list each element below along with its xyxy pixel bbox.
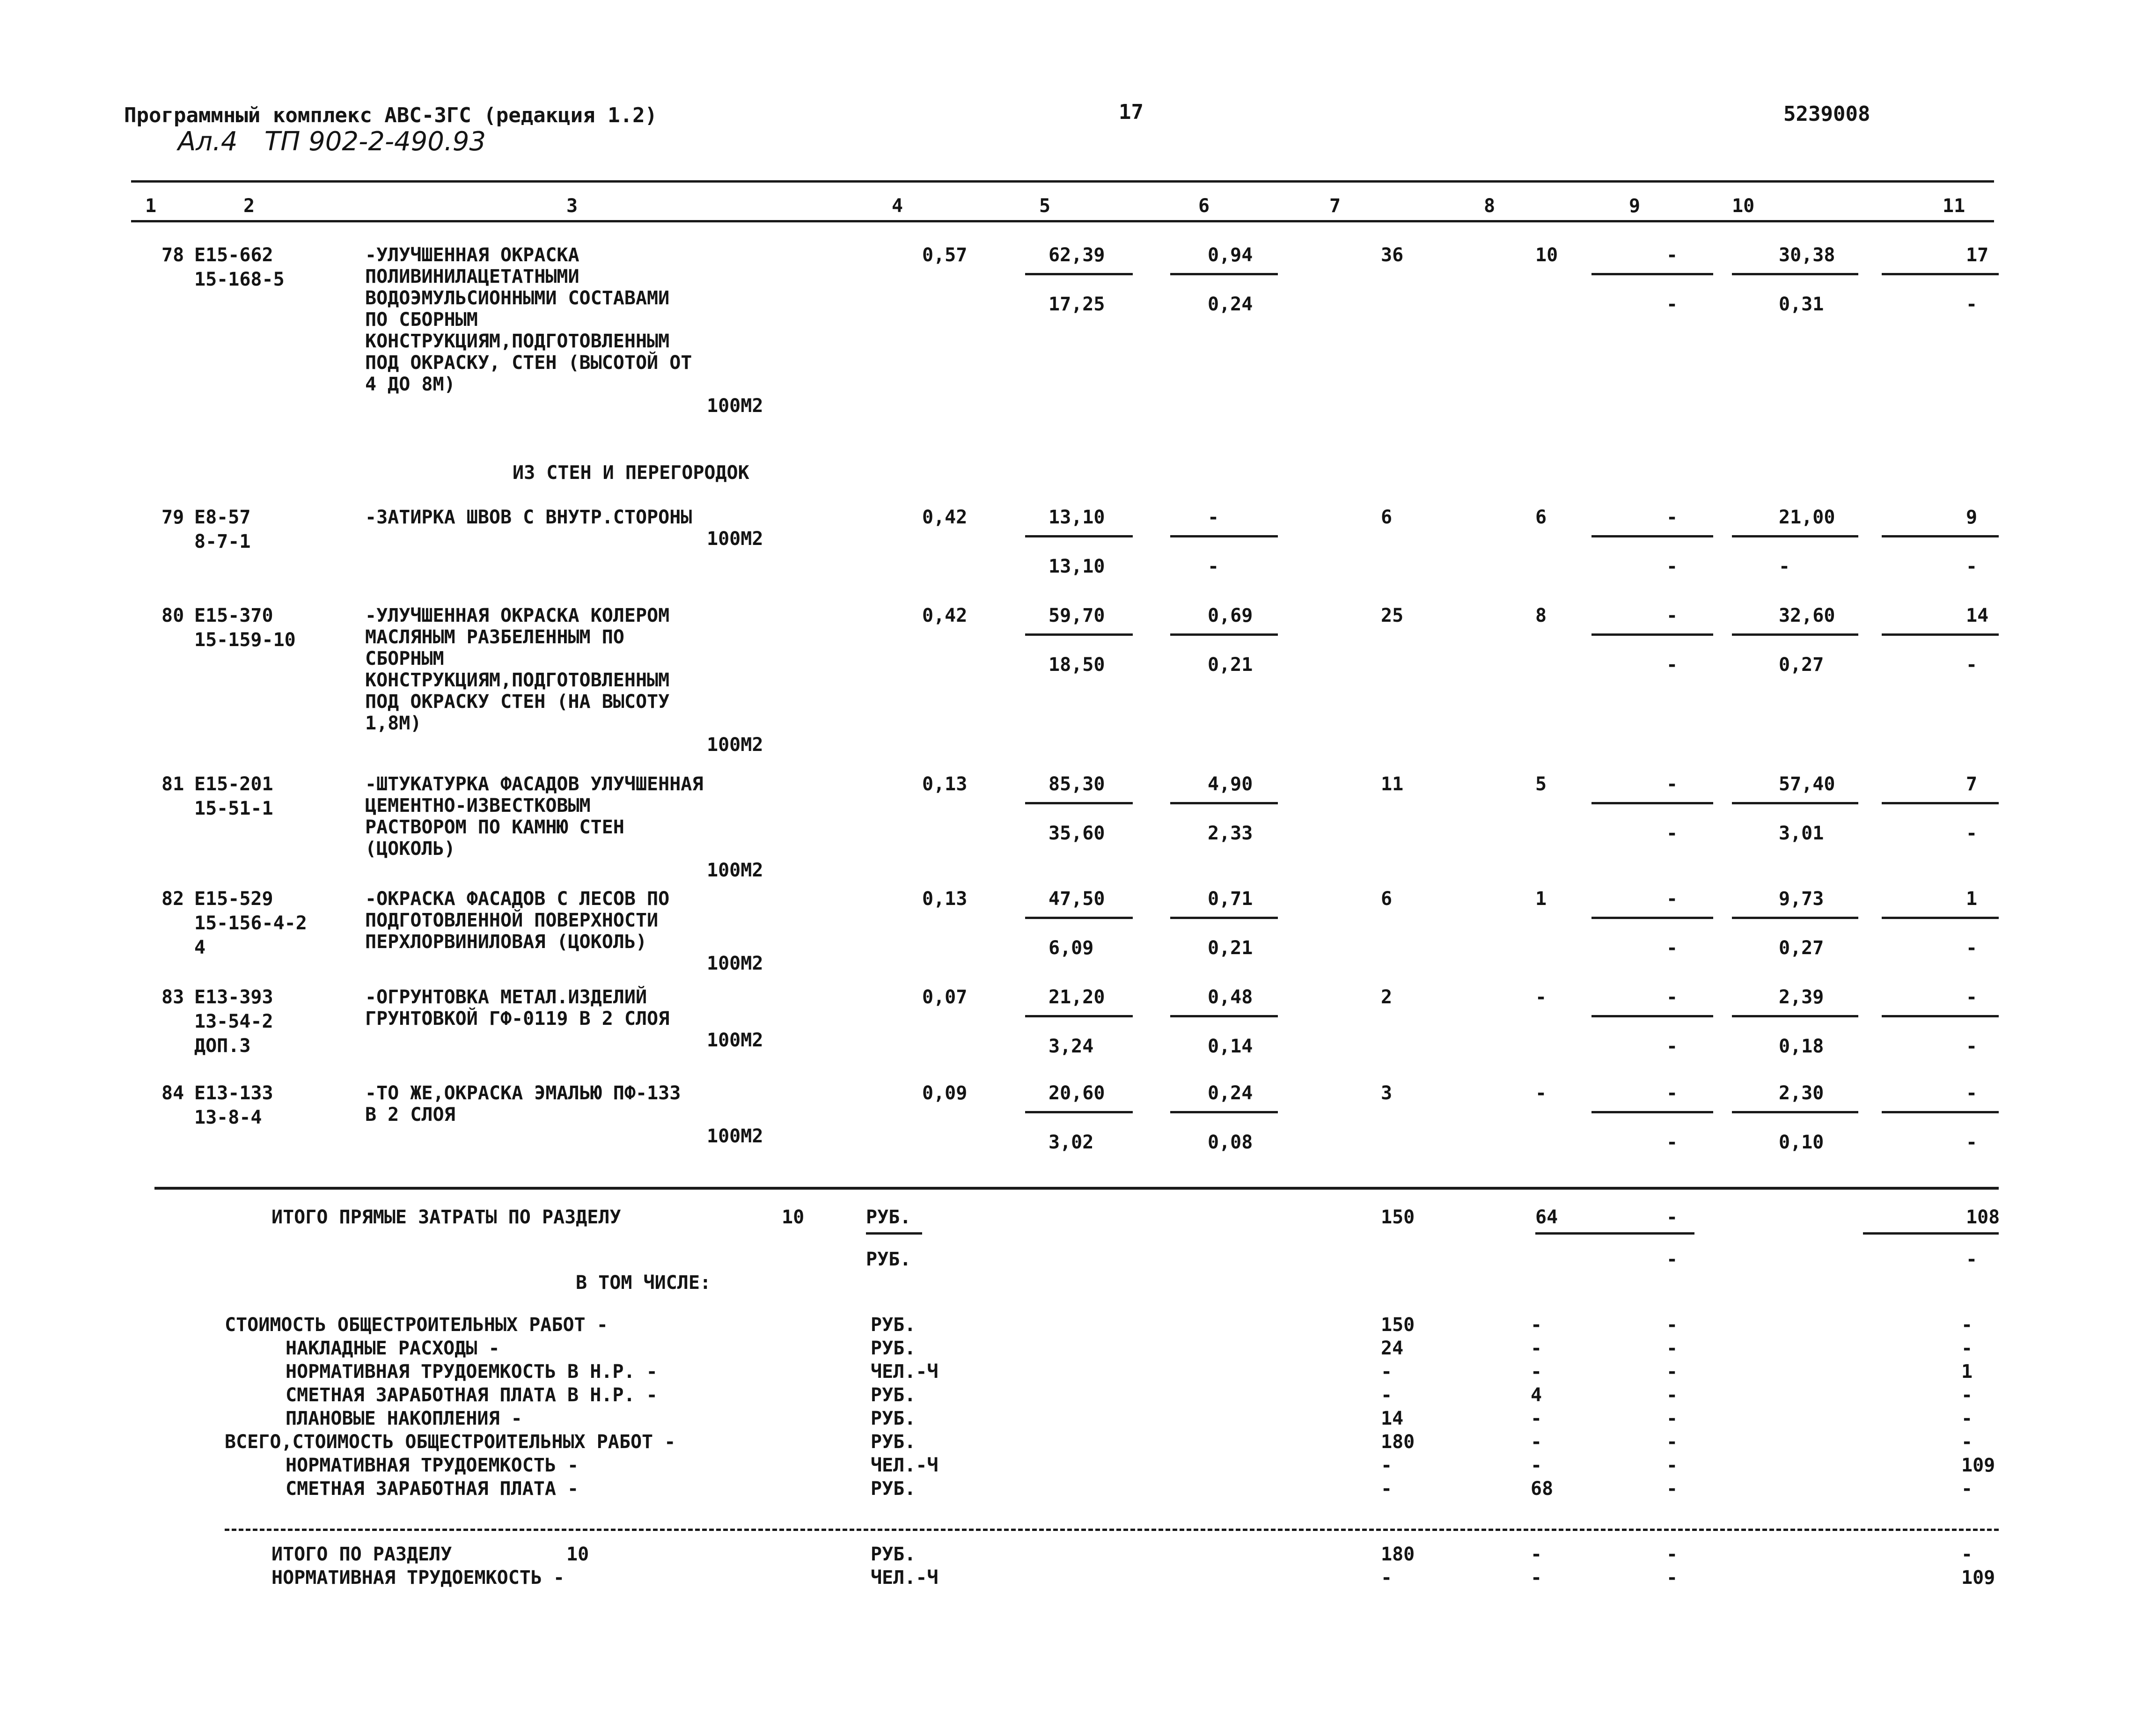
row-description-line: ГРУНТОВКОЙ ГФ-0119 В 2 СЛОЯ — [365, 1008, 670, 1030]
final-line-col9: - — [1666, 1544, 1678, 1565]
cell-col6-wage: 2,33 — [1208, 823, 1253, 844]
row-description-line: ЦЕМЕНТНО-ИЗВЕСТКОВЫМ — [365, 795, 591, 817]
summary-line-unit: РУБ. — [871, 1431, 916, 1453]
cell-col9: - — [1666, 605, 1678, 626]
final-line-col9: - — [1666, 1567, 1678, 1589]
row-description-line: ПОЛИВИНИЛАЦЕТАТНЫМИ — [365, 266, 579, 287]
cell-col5-divider — [1025, 273, 1133, 275]
summary-line-col11: - — [1961, 1384, 1973, 1406]
summary-line-col8: - — [1531, 1338, 1542, 1359]
row-description-line: КОНСТРУКЦИЯМ,ПОДГОТОВЛЕННЫМ — [365, 669, 670, 691]
cell-col7: 36 — [1381, 244, 1404, 266]
row-unit: 100М2 — [707, 528, 763, 550]
summary-line-unit: РУБ. — [871, 1384, 916, 1406]
cell-col9-second: - — [1666, 654, 1678, 676]
summary-line-col11: - — [1961, 1408, 1973, 1429]
cell-col10: 2,39 — [1779, 986, 1824, 1008]
cell-col6-divider — [1170, 535, 1278, 537]
cell-col11-divider — [1882, 633, 1999, 636]
cell-col10-second: 0,27 — [1779, 654, 1824, 676]
document-number: 5239008 — [1783, 102, 1870, 126]
row-code-secondary: 13-8-4 — [194, 1107, 262, 1128]
final-line-col7: - — [1381, 1567, 1393, 1589]
cell-col6-machines: 0,69 — [1208, 605, 1253, 626]
cell-col8: - — [1535, 986, 1547, 1008]
row-number: 82 — [161, 888, 184, 910]
cell-col11-second: - — [1966, 1036, 1978, 1057]
cell-col10-second: 0,27 — [1779, 937, 1824, 959]
cell-col9: - — [1666, 507, 1678, 528]
final-line-number: 10 — [566, 1544, 589, 1565]
summary-line-label: ПЛАНОВЫЕ НАКОПЛЕНИЯ - — [286, 1408, 522, 1429]
cell-col5-wage: 3,02 — [1049, 1132, 1094, 1153]
cell-col5-total: 13,10 — [1049, 507, 1105, 528]
cell-col9-divider — [1591, 633, 1713, 636]
row-description-line: 1,8М) — [365, 713, 422, 734]
column-header-10: 10 — [1732, 195, 1755, 217]
summary-line-col9: - — [1666, 1408, 1678, 1429]
summary-dashed-rule — [225, 1529, 1999, 1531]
summary-line-unit: РУБ. — [871, 1478, 916, 1500]
summary-line-col8: - — [1531, 1455, 1542, 1476]
cell-col6-wage: - — [1208, 556, 1219, 577]
summary-line-col7: 180 — [1381, 1431, 1415, 1453]
summary-total-divider — [1535, 1232, 1694, 1235]
cell-col8: 6 — [1535, 507, 1547, 528]
row-description-line: -УЛУЧШЕННАЯ ОКРАСКА — [365, 244, 579, 266]
summary-line-label: СМЕТНАЯ ЗАРАБОТНАЯ ПЛАТА - — [286, 1478, 579, 1500]
cell-col5-divider — [1025, 633, 1133, 636]
summary-line-label: НОРМАТИВНАЯ ТРУДОЕМКОСТЬ В Н.Р. - — [286, 1361, 658, 1383]
cell-col10-divider — [1732, 535, 1858, 537]
summary-line-col11: - — [1961, 1478, 1973, 1500]
final-line-col11: 109 — [1961, 1567, 1995, 1589]
summary-including: В ТОМ ЧИСЛЕ: — [576, 1272, 711, 1294]
row-description-line: -ЗАТИРКА ШВОВ С ВНУТР.СТОРОНЫ — [365, 507, 692, 528]
cell-col5-total: 21,20 — [1049, 986, 1105, 1008]
summary-line-col8: 68 — [1531, 1478, 1554, 1500]
cell-col9-second: - — [1666, 823, 1678, 844]
row-description-line: ПОДГОТОВЛЕННОЙ ПОВЕРХНОСТИ — [365, 910, 659, 931]
row-description-line: ПО СБОРНЫМ — [365, 309, 478, 331]
summary-line-unit: РУБ. — [871, 1338, 916, 1359]
cell-col10: 57,40 — [1779, 773, 1835, 795]
cell-col6-divider — [1170, 633, 1278, 636]
row-number: 83 — [161, 986, 184, 1008]
summary-total-label: ИТОГО ПРЯМЫЕ ЗАТРАТЫ ПО РАЗДЕЛУ — [271, 1206, 621, 1228]
row-description-line: ВОДОЭМУЛЬСИОННЫМИ СОСТАВАМИ — [365, 287, 670, 309]
final-line-col11: - — [1961, 1544, 1973, 1565]
row-code: Е8-57 — [194, 507, 251, 528]
row-code: Е15-529 — [194, 888, 273, 910]
cell-col5-divider — [1025, 1111, 1133, 1113]
cell-col5-wage: 3,24 — [1049, 1036, 1094, 1057]
row-unit: 100М2 — [707, 953, 763, 974]
column-header-8: 8 — [1484, 195, 1496, 217]
cell-col9-second: - — [1666, 556, 1678, 577]
album-handwritten: Ал.4 — [178, 126, 238, 157]
cell-col11: - — [1966, 1082, 1978, 1104]
summary-line-col11: 1 — [1961, 1361, 1973, 1383]
final-line-col8: - — [1531, 1544, 1542, 1565]
summary-line-label: СТОИМОСТЬ ОБЩЕСТРОИТЕЛЬНЫХ РАБОТ - — [225, 1314, 608, 1336]
summary-line-unit: ЧЕЛ.-Ч — [871, 1361, 939, 1383]
row-description-line: -ШТУКАТУРКА ФАСАДОВ УЛУЧШЕННАЯ — [365, 773, 704, 795]
cell-col5-total: 59,70 — [1049, 605, 1105, 626]
cell-col9-divider — [1591, 917, 1713, 919]
cell-col11-second: - — [1966, 937, 1978, 959]
summary-line-col11: 109 — [1961, 1455, 1995, 1476]
summary-unit2: РУБ. — [866, 1249, 911, 1270]
row-code-extra: 4 — [194, 937, 206, 958]
cell-col9-second: - — [1666, 937, 1678, 959]
cell-col11-second: - — [1966, 1132, 1978, 1153]
cell-col7: 6 — [1381, 888, 1393, 910]
row-description-line: (ЦОКОЛЬ) — [365, 838, 455, 860]
row-description-line: МАСЛЯНЫМ РАЗБЕЛЕННЫМ ПО — [365, 626, 624, 648]
project-handwritten: ТП 902-2-490.93 — [264, 126, 486, 157]
row-code-secondary: 15-159-10 — [194, 629, 296, 651]
cell-col6-wage: 0,14 — [1208, 1036, 1253, 1057]
cell-col9-second: - — [1666, 294, 1678, 315]
header-rule-bottom — [131, 220, 1994, 222]
cell-col9: - — [1666, 773, 1678, 795]
row-unit: 100М2 — [707, 860, 763, 881]
row-description-line: -ОКРАСКА ФАСАДОВ С ЛЕСОВ ПО — [365, 888, 670, 910]
cell-col11-divider — [1882, 802, 1999, 804]
summary-col9-2: - — [1666, 1249, 1678, 1270]
final-line-col8: - — [1531, 1567, 1542, 1589]
row-description-line: ПОД ОКРАСКУ, СТЕН (ВЫСОТОЙ ОТ — [365, 352, 692, 374]
row-code: Е15-201 — [194, 773, 273, 795]
summary-total-col8: 64 — [1535, 1206, 1558, 1228]
cell-col10: 9,73 — [1779, 888, 1824, 910]
cell-col6-machines: 0,48 — [1208, 986, 1253, 1008]
cell-col9: - — [1666, 986, 1678, 1008]
cell-col4: 0,13 — [922, 888, 968, 910]
cell-col10-divider — [1732, 802, 1858, 804]
cell-col5-wage: 6,09 — [1049, 937, 1094, 959]
cell-col4: 0,13 — [922, 773, 968, 795]
cell-col10-second: - — [1779, 556, 1790, 577]
summary-line-col7: - — [1381, 1478, 1393, 1500]
cell-col11-second: - — [1966, 556, 1978, 577]
program-title: Программный комплекс АВС-3ГС (редакция 1.2) — [124, 103, 658, 127]
row-description-line: РАСТВОРОМ ПО КАМНЮ СТЕН — [365, 817, 624, 838]
row-code-extra: ДОП.3 — [194, 1035, 251, 1057]
cell-col5-total: 85,30 — [1049, 773, 1105, 795]
row-number: 81 — [161, 773, 184, 795]
summary-line-col7: - — [1381, 1455, 1393, 1476]
summary-line-unit: РУБ. — [871, 1314, 916, 1336]
cell-col4: 0,42 — [922, 507, 968, 528]
row-code-secondary: 8-7-1 — [194, 531, 251, 552]
cell-col11-divider — [1882, 1111, 1999, 1113]
column-header-4: 4 — [892, 195, 903, 217]
column-header-5: 5 — [1039, 195, 1051, 217]
cell-col5-divider — [1025, 1015, 1133, 1017]
cell-col5-wage: 18,50 — [1049, 654, 1105, 676]
cell-col11: 14 — [1966, 605, 1989, 626]
cell-col9: - — [1666, 244, 1678, 266]
cell-col10-divider — [1732, 917, 1858, 919]
cell-col9-second: - — [1666, 1036, 1678, 1057]
cell-col10-second: 0,31 — [1779, 294, 1824, 315]
row-description-line: -ТО ЖЕ,ОКРАСКА ЭМАЛЬЮ ПФ-133 — [365, 1082, 681, 1104]
row-code-secondary: 15-51-1 — [194, 798, 273, 819]
cell-col10: 21,00 — [1779, 507, 1835, 528]
cell-col10-second: 0,10 — [1779, 1132, 1824, 1153]
cell-col9-second: - — [1666, 1132, 1678, 1153]
column-header-7: 7 — [1329, 195, 1341, 217]
page-number: 17 — [1119, 100, 1144, 124]
cell-col6-wage: 0,21 — [1208, 937, 1253, 959]
final-line-unit: ЧЕЛ.-Ч — [871, 1567, 939, 1589]
cell-col4: 0,42 — [922, 605, 968, 626]
cell-col11: 1 — [1966, 888, 1978, 910]
row-description-line: 4 ДО 8М) — [365, 374, 455, 395]
summary-col11-divider — [1863, 1232, 1999, 1235]
cell-col8: 5 — [1535, 773, 1547, 795]
summary-total-unit: РУБ. — [866, 1206, 911, 1228]
summary-line-col11: - — [1961, 1338, 1973, 1359]
row-unit: 100М2 — [707, 734, 763, 756]
summary-line-col8: - — [1531, 1431, 1542, 1453]
cell-col10-divider — [1732, 273, 1858, 275]
cell-col5-total: 47,50 — [1049, 888, 1105, 910]
cell-col6-machines: 0,94 — [1208, 244, 1253, 266]
summary-line-col7: 24 — [1381, 1338, 1404, 1359]
summary-section-number: 10 — [782, 1206, 805, 1228]
summary-line-unit: РУБ. — [871, 1408, 916, 1429]
cell-col11: 7 — [1966, 773, 1978, 795]
row-unit: 100М2 — [707, 1030, 763, 1051]
summary-total-col11: 108 — [1966, 1206, 2000, 1228]
section-subheading: ИЗ СТЕН И ПЕРЕГОРОДОК — [513, 462, 749, 484]
cell-col6-divider — [1170, 273, 1278, 275]
cell-col8: 8 — [1535, 605, 1547, 626]
cell-col9-divider — [1591, 1015, 1713, 1017]
row-number: 78 — [161, 244, 184, 266]
cell-col10-divider — [1732, 1015, 1858, 1017]
cell-col7: 25 — [1381, 605, 1404, 626]
row-description-line: -УЛУЧШЕННАЯ ОКРАСКА КОЛЕРОМ — [365, 605, 670, 626]
row-description-line: КОНСТРУКЦИЯМ,ПОДГОТОВЛЕННЫМ — [365, 331, 670, 352]
row-description-line: СБОРНЫМ — [365, 648, 444, 669]
summary-line-col8: - — [1531, 1361, 1542, 1383]
column-header-2: 2 — [243, 195, 255, 217]
column-header-9: 9 — [1629, 195, 1641, 217]
summary-line-col9: - — [1666, 1314, 1678, 1336]
cell-col8: 10 — [1535, 244, 1558, 266]
summary-line-col9: - — [1666, 1478, 1678, 1500]
summary-line-unit: ЧЕЛ.-Ч — [871, 1455, 939, 1476]
final-line-label: ИТОГО ПО РАЗДЕЛУ — [271, 1544, 452, 1565]
cell-col5-divider — [1025, 802, 1133, 804]
cell-col11-divider — [1882, 273, 1999, 275]
cell-col8: 1 — [1535, 888, 1547, 910]
cell-col6-machines: 4,90 — [1208, 773, 1253, 795]
cell-col4: 0,57 — [922, 244, 968, 266]
cell-col5-wage: 35,60 — [1049, 823, 1105, 844]
summary-total-col9: - — [1666, 1206, 1678, 1228]
cell-col7: 6 — [1381, 507, 1393, 528]
summary-line-col9: - — [1666, 1338, 1678, 1359]
cell-col11: 17 — [1966, 244, 1989, 266]
cell-col6-machines: - — [1208, 507, 1219, 528]
summary-line-col9: - — [1666, 1361, 1678, 1383]
row-number: 84 — [161, 1082, 184, 1104]
summary-line-col7: - — [1381, 1384, 1393, 1406]
cell-col6-machines: 0,71 — [1208, 888, 1253, 910]
summary-col11-2: - — [1966, 1249, 1978, 1270]
header-rule-top — [131, 180, 1994, 183]
column-header-6: 6 — [1198, 195, 1210, 217]
row-code: Е15-370 — [194, 605, 273, 626]
summary-line-col11: - — [1961, 1431, 1973, 1453]
summary-line-label: СМЕТНАЯ ЗАРАБОТНАЯ ПЛАТА В Н.Р. - — [286, 1384, 658, 1406]
summary-line-col7: 150 — [1381, 1314, 1415, 1336]
cell-col10: 32,60 — [1779, 605, 1835, 626]
row-description-line: ПОД ОКРАСКУ СТЕН (НА ВЫСОТУ — [365, 691, 670, 713]
final-line-unit: РУБ. — [871, 1544, 916, 1565]
cell-col9-divider — [1591, 1111, 1713, 1113]
final-line-label: НОРМАТИВНАЯ ТРУДОЕМКОСТЬ - — [271, 1567, 565, 1589]
row-code: Е13-393 — [194, 986, 273, 1008]
row-number: 79 — [161, 507, 184, 528]
cell-col10-divider — [1732, 633, 1858, 636]
cell-col6-divider — [1170, 917, 1278, 919]
cell-col6-divider — [1170, 802, 1278, 804]
cell-col4: 0,07 — [922, 986, 968, 1008]
cell-col6-divider — [1170, 1015, 1278, 1017]
summary-line-col7: 14 — [1381, 1408, 1404, 1429]
cell-col10: 30,38 — [1779, 244, 1835, 266]
cell-col9: - — [1666, 1082, 1678, 1104]
cell-col9-divider — [1591, 273, 1713, 275]
row-unit: 100М2 — [707, 395, 763, 417]
summary-line-label: НОРМАТИВНАЯ ТРУДОЕМКОСТЬ - — [286, 1455, 579, 1476]
cell-col5-divider — [1025, 917, 1133, 919]
cell-col8: - — [1535, 1082, 1547, 1104]
summary-line-label: ВСЕГО,СТОИМОСТЬ ОБЩЕСТРОИТЕЛЬНЫХ РАБОТ - — [225, 1431, 676, 1453]
cell-col7: 2 — [1381, 986, 1393, 1008]
row-code: Е13-133 — [194, 1082, 273, 1104]
cell-col5-total: 62,39 — [1049, 244, 1105, 266]
cell-col6-machines: 0,24 — [1208, 1082, 1253, 1104]
summary-unit-underline — [866, 1232, 922, 1235]
cell-col9: - — [1666, 888, 1678, 910]
row-code-secondary: 13-54-2 — [194, 1011, 273, 1032]
summary-line-col9: - — [1666, 1431, 1678, 1453]
summary-line-label: НАКЛАДНЫЕ РАСХОДЫ - — [286, 1338, 500, 1359]
row-description-line: -ОГРУНТОВКА МЕТАЛ.ИЗДЕЛИЙ — [365, 986, 647, 1008]
summary-line-col8: - — [1531, 1408, 1542, 1429]
cell-col10: 2,30 — [1779, 1082, 1824, 1104]
summary-line-col7: - — [1381, 1361, 1393, 1383]
cell-col11-second: - — [1966, 294, 1978, 315]
summary-line-col9: - — [1666, 1384, 1678, 1406]
cell-col6-wage: 0,08 — [1208, 1132, 1253, 1153]
column-header-1: 1 — [145, 195, 157, 217]
summary-total-col7: 150 — [1381, 1206, 1415, 1228]
cell-col11: - — [1966, 986, 1978, 1008]
row-code-secondary: 15-168-5 — [194, 269, 285, 290]
cell-col5-wage: 17,25 — [1049, 294, 1105, 315]
cell-col6-divider — [1170, 1111, 1278, 1113]
cell-col6-wage: 0,24 — [1208, 294, 1253, 315]
row-code-secondary: 15-156-4-2 — [194, 912, 307, 934]
column-header-3: 3 — [566, 195, 578, 217]
row-description-line: В 2 СЛОЯ — [365, 1104, 455, 1126]
cell-col9-divider — [1591, 802, 1713, 804]
summary-line-col8: 4 — [1531, 1384, 1542, 1406]
summary-rule — [154, 1187, 1999, 1190]
cell-col10-second: 0,18 — [1779, 1036, 1824, 1057]
row-description-line: ПЕРХЛОРВИНИЛОВАЯ (ЦОКОЛЬ) — [365, 931, 647, 953]
cell-col7: 11 — [1381, 773, 1404, 795]
summary-line-col8: - — [1531, 1314, 1542, 1336]
summary-line-col9: - — [1666, 1455, 1678, 1476]
cell-col10-divider — [1732, 1111, 1858, 1113]
summary-line-col11: - — [1961, 1314, 1973, 1336]
row-unit: 100М2 — [707, 1126, 763, 1147]
cell-col6-wage: 0,21 — [1208, 654, 1253, 676]
cell-col11-second: - — [1966, 654, 1978, 676]
cell-col11-second: - — [1966, 823, 1978, 844]
cell-col11-divider — [1882, 917, 1999, 919]
cell-col11-divider — [1882, 1015, 1999, 1017]
cell-col5-wage: 13,10 — [1049, 556, 1105, 577]
row-number: 80 — [161, 605, 184, 626]
final-line-col7: 180 — [1381, 1544, 1415, 1565]
cell-col11: 9 — [1966, 507, 1978, 528]
cell-col7: 3 — [1381, 1082, 1393, 1104]
cell-col10-second: 3,01 — [1779, 823, 1824, 844]
cell-col9-divider — [1591, 535, 1713, 537]
row-code: Е15-662 — [194, 244, 273, 266]
cell-col11-divider — [1882, 535, 1999, 537]
cell-col5-total: 20,60 — [1049, 1082, 1105, 1104]
cell-col4: 0,09 — [922, 1082, 968, 1104]
column-header-11: 11 — [1943, 195, 1965, 217]
cell-col5-divider — [1025, 535, 1133, 537]
